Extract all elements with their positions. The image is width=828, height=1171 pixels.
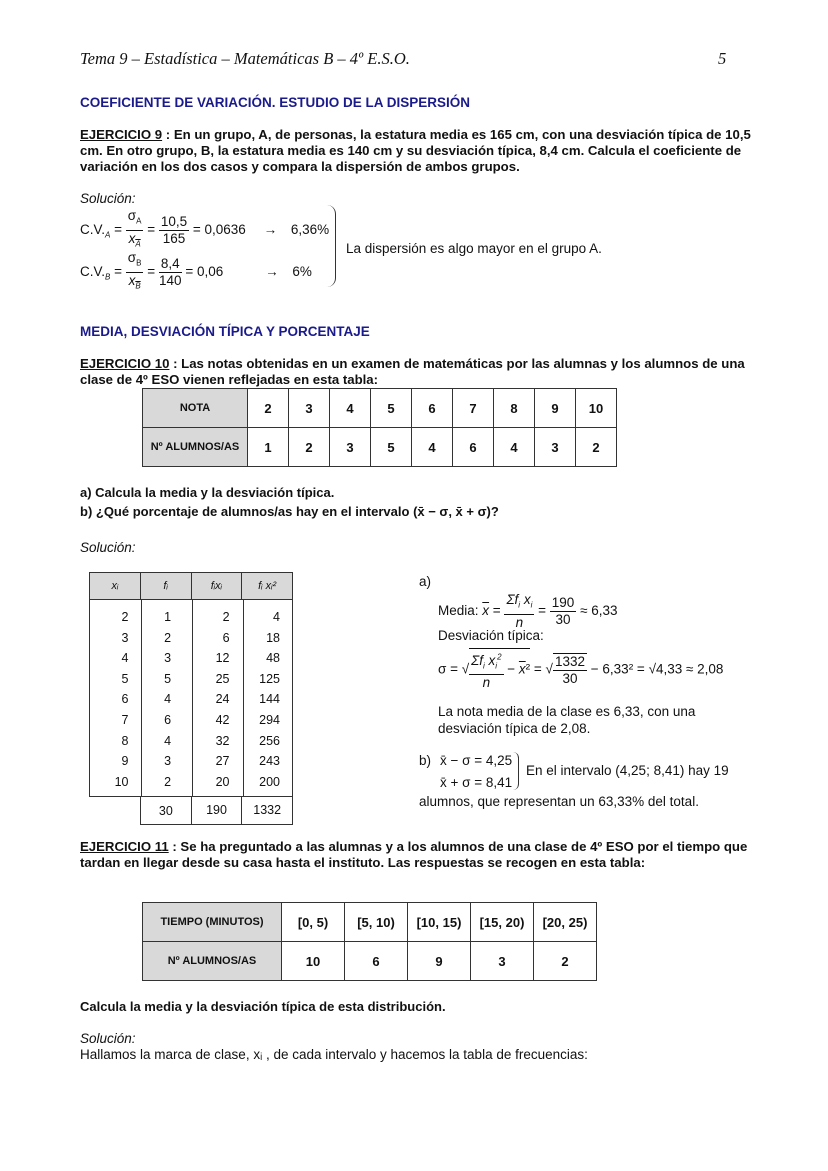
total-fixi: 190	[191, 797, 242, 824]
frequency-cell: 3	[164, 754, 172, 769]
exercise-11-label: EJERCICIO 11	[80, 839, 169, 854]
total-fixi2: 1332	[241, 797, 292, 824]
interval-text: En el intervalo (4,25; 8,41) hay 19	[526, 763, 729, 778]
count-cell: 2	[576, 428, 617, 467]
cv-b-sub: B	[105, 272, 111, 282]
grade-cell: 7	[453, 389, 494, 428]
frequency-cell: 24	[215, 692, 230, 707]
frequency-cell: 6	[121, 692, 129, 707]
question-b-interval: (x̄ − σ, x̄ + σ)?	[413, 504, 499, 519]
frequency-row	[90, 672, 292, 692]
cv-b-percent: 6%	[292, 263, 312, 279]
exercise-9-statement	[80, 127, 760, 175]
grade-cell: 5	[371, 389, 412, 428]
count-cell: 6	[345, 942, 408, 981]
frequency-row	[90, 610, 292, 630]
grades-table	[142, 388, 617, 467]
count-cell: 3	[471, 942, 534, 981]
count-cell: 5	[371, 428, 412, 467]
frequency-table-body	[89, 600, 293, 797]
interval-cell: [5, 10)	[345, 903, 408, 942]
interval-conclusion: alumnos, que representan un 63,33% del total.	[419, 794, 699, 809]
exercise-9-text: : En un grupo, A, de personas, la estatura media es 165 cm, con una desviación típica de 10,5 cm. En otro grupo, B, la estatura media es 140 cm y su desviación típica, 8,4 cm. Calcula el coeficiente de variación en los dos casos y compara la dispersión de ambos grupos.	[80, 127, 751, 174]
part-a-label: a)	[419, 574, 432, 589]
solution-label: Solución:	[80, 540, 136, 555]
frequency-cell: 8	[121, 733, 129, 748]
frequency-cell: 4	[121, 651, 129, 666]
desv-num: 1332	[554, 653, 586, 669]
time-row	[143, 903, 597, 942]
count-cell: 4	[494, 428, 535, 467]
count-cell: 2	[534, 942, 597, 981]
cv-a-percent: 6,36%	[290, 221, 330, 237]
ex9-conclusion: La dispersión es algo mayor en el grupo A.	[346, 241, 602, 256]
frequency-cell: 5	[164, 671, 172, 686]
section-heading-variation: COEFICIENTE DE VARIACIÓN. ESTUDIO DE LA DISPERSIÓN	[80, 95, 471, 110]
frequency-cell: 3	[164, 651, 172, 666]
interval-cell: [20, 25)	[534, 903, 597, 942]
solution-label: Solución:	[80, 191, 136, 206]
cv-a-lhs: C.V.	[80, 221, 106, 237]
grade-cell: 3	[289, 389, 330, 428]
frequency-cell: 2	[164, 774, 172, 789]
frequency-row	[90, 692, 292, 712]
desv-result: − 6,33² = √4,33 ≈ 2,08	[590, 661, 724, 677]
cv-a-formula: $C.V._A$ = $\frac{\sigma_A}{x_A}$ = $\frac{10,5}{165}$ = 0,0636 → 6,36%	[80, 208, 329, 252]
total-fi: 30	[158, 803, 173, 818]
brace	[327, 205, 336, 287]
solution-label: Solución:	[80, 1031, 136, 1046]
frequency-cell: 1	[164, 610, 172, 624]
count-cell: 6	[453, 428, 494, 467]
header-xi: xᵢ	[111, 580, 119, 592]
frequency-cell: 27	[215, 754, 230, 769]
count-cell: 10	[282, 942, 345, 981]
media-fraction	[550, 595, 577, 628]
frequency-cell: 125	[259, 671, 280, 686]
grade-cell: 4	[330, 389, 371, 428]
cv-a-num: 10,5	[160, 213, 188, 229]
media-num: 190	[551, 594, 575, 610]
question-b-text: b) ¿Qué porcentaje de alumnos/as hay en el intervalo	[80, 504, 410, 519]
grade-cell: 2	[248, 389, 289, 428]
desv-den: 30	[562, 670, 578, 686]
exercise-11-statement	[80, 839, 760, 871]
count-cell: 9	[408, 942, 471, 981]
students-row	[143, 942, 597, 981]
page-header-title: Tema 9 – Estadística – Matemáticas B – 4º E.S.O.	[80, 49, 410, 68]
header-fi: fᵢ	[140, 573, 191, 599]
count-cell: 4	[412, 428, 453, 467]
grade-cell: 6	[412, 389, 453, 428]
media-den: 30	[555, 611, 571, 627]
exercise-11-solution-text: Hallamos la marca de clase, xᵢ , de cada intervalo y hacemos la tabla de frecuencias:	[80, 1047, 588, 1062]
cv-b-den: 140	[158, 272, 182, 288]
count-cell: 3	[330, 428, 371, 467]
frequency-cell: 6	[222, 630, 230, 645]
frequency-cell: 200	[259, 774, 280, 789]
question-a: a) Calcula la media y la desviación típica.	[80, 485, 335, 500]
cv-b-fraction	[159, 256, 182, 289]
part-b-label: b)	[419, 753, 432, 768]
sigma-over-xbar-b: $\frac{\sigma_B}{x_B}$	[127, 250, 142, 291]
cv-b-formula: $C.V._B$ = $\frac{\sigma_B}{x_B}$ = $\frac{8,4}{140}$ = 0,06 → 6%	[80, 250, 312, 294]
frequency-cell: 7	[121, 713, 129, 727]
frequency-cell: 4	[164, 733, 172, 748]
frequency-cell: 2	[164, 630, 172, 645]
grades-header: NOTA	[143, 389, 248, 428]
frequency-cell: 243	[259, 754, 280, 769]
exercise-11-text: : Se ha preguntado a las alumnas y a los alumnos de una clase de 4º ESO por el tiempo que tardan en llegar desde su casa hasta el instituto. Las respuestas se recogen en esta tabla:	[80, 839, 748, 870]
frequency-cell: 6	[164, 713, 172, 727]
cv-b-result: = 0,06	[185, 263, 224, 279]
frequency-cell: 4	[273, 610, 280, 624]
desv-label: Desviación típica:	[438, 628, 544, 643]
frequency-cell: 2	[121, 610, 129, 624]
frequency-cell: 4	[164, 692, 172, 707]
cv-a-fraction	[159, 214, 189, 247]
frequency-cell: 42	[215, 713, 230, 727]
section-heading-media: MEDIA, DESVIACIÓN TÍPICA Y PORCENTAJE	[80, 324, 370, 339]
frequency-row	[90, 631, 292, 651]
grades-row	[143, 389, 617, 428]
frequency-cell: 9	[121, 754, 129, 769]
exercise-10-text: : Las notas obtenidas en un examen de matemáticas por las alumnas y los alumnos de una clase de 4º ESO vienen reflejadas en esta tabla:	[80, 356, 745, 387]
frequency-cell: 18	[266, 630, 280, 645]
students-header: Nº ALUMNOS/AS	[143, 428, 248, 467]
frequency-cell: 256	[259, 733, 280, 748]
exercise-11-question: Calcula la media y la desviación típica de esta distribución.	[80, 999, 446, 1014]
frequency-cell: 3	[121, 630, 129, 645]
frequency-row	[90, 713, 292, 733]
grade-cell: 9	[535, 389, 576, 428]
frequency-row	[90, 734, 292, 754]
cv-a-sub: A	[105, 230, 111, 240]
frequency-cell: 12	[215, 651, 230, 666]
upper-bound: x̄ + σ = 8,41	[440, 775, 513, 790]
frequency-cell: 48	[266, 651, 280, 666]
students-row	[143, 428, 617, 467]
exercise-9-label: EJERCICIO 9	[80, 127, 163, 142]
frequency-cell: 20	[215, 774, 230, 789]
frequency-row	[90, 754, 292, 774]
interval-cell: [15, 20)	[471, 903, 534, 942]
frequency-cell: 32	[215, 733, 230, 748]
count-cell: 1	[248, 428, 289, 467]
time-table	[142, 902, 597, 981]
count-cell: 3	[535, 428, 576, 467]
page-number: 5	[718, 49, 727, 68]
frequency-cell: 2	[222, 610, 230, 624]
cv-a-result: = 0,0636	[192, 221, 246, 237]
lower-bound: x̄ − σ = 4,25	[440, 753, 513, 768]
sigma-over-xbar-a: $\frac{\sigma_A}{x_A}$	[127, 208, 142, 249]
frequency-table	[89, 572, 293, 825]
part-a-conclusion: La nota media de la clase es 6,33, con una desviación típica de 2,08.	[438, 704, 696, 736]
students-header: Nº ALUMNOS/AS	[143, 942, 282, 981]
cv-b-num: 8,4	[160, 255, 180, 271]
grade-cell: 8	[494, 389, 535, 428]
header-fixi2: fᵢ xᵢ²	[241, 573, 292, 599]
frequency-cell: 10	[114, 774, 129, 789]
media-label: Media:	[438, 602, 479, 618]
desv-formula: σ = √ $\frac{\Sigma f_i x_i^2}{n}$ − $\overline{x}^2$ = √ $\frac{1332}{30}$ − 6,33² = √4,33 ≈ 2,08	[438, 648, 723, 691]
frequency-cell: 5	[121, 671, 129, 686]
frequency-row	[90, 775, 292, 795]
question-b	[80, 504, 499, 519]
time-header: TIEMPO (MINUTOS)	[143, 903, 282, 942]
frequency-cell: 144	[259, 692, 280, 707]
count-cell: 2	[289, 428, 330, 467]
exercise-10-statement	[80, 356, 760, 388]
frequency-row	[90, 651, 292, 671]
frequency-table-totals	[140, 797, 293, 825]
media-formula: Media: $\overline{x}$ = $\frac{\Sigma f_i x_i}{n}$ = $\frac{190}{30}$ ≈ 6,33	[438, 592, 618, 630]
frequency-table-header	[89, 572, 293, 600]
brace	[513, 752, 519, 790]
interval-cell: [0, 5)	[282, 903, 345, 942]
cv-a-den: 165	[162, 230, 186, 246]
media-result: ≈ 6,33	[580, 602, 618, 618]
grade-cell: 10	[576, 389, 617, 428]
header-fixi: fᵢxᵢ	[191, 573, 242, 599]
frequency-cell: 294	[259, 713, 280, 727]
cv-b-lhs: C.V.	[80, 263, 106, 279]
sum-fixi-over-n: $\frac{\Sigma f_i x_i}{n}$	[506, 592, 533, 630]
exercise-10-label: EJERCICIO 10	[80, 356, 170, 371]
frequency-cell: 25	[215, 671, 230, 686]
interval-cell: [10, 15)	[408, 903, 471, 942]
